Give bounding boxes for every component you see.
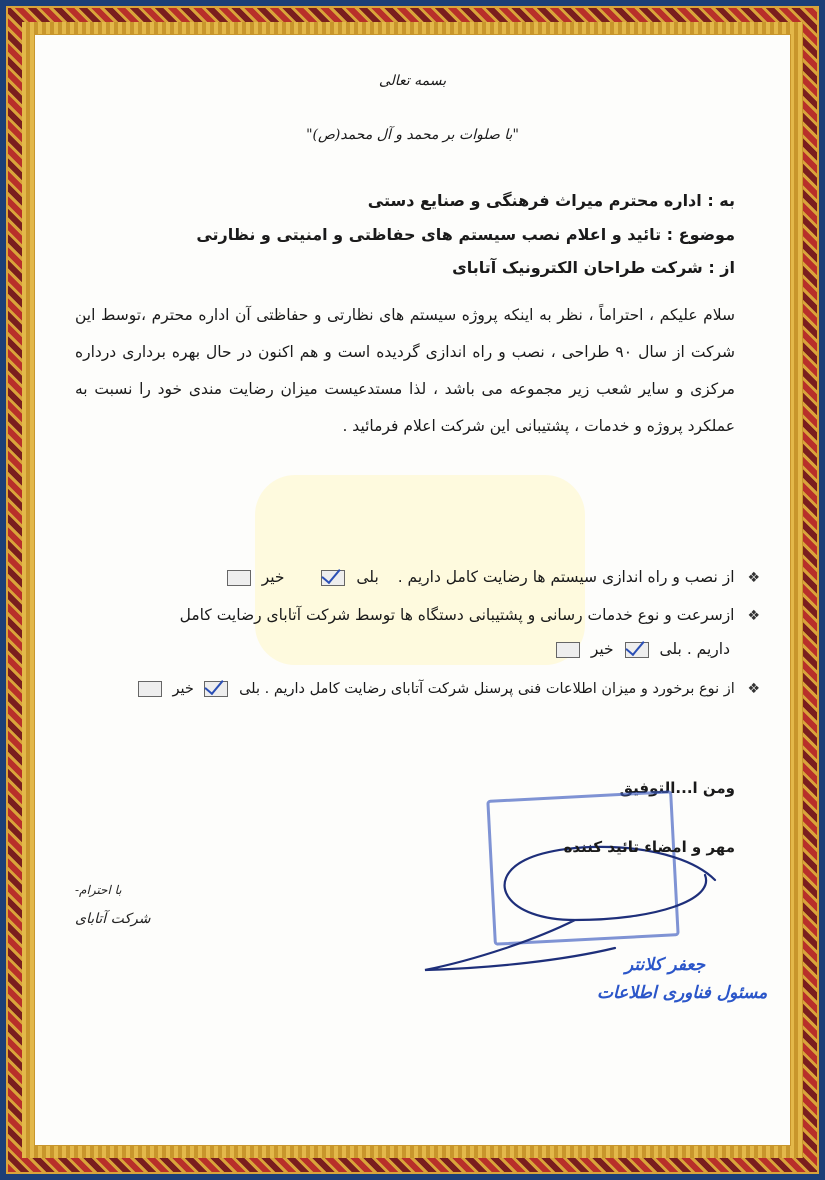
option-staff-satisfaction (132, 673, 760, 706)
recipient-line: به : اداره محترم میراث فرهنگی و صنایع دستی (367, 191, 735, 210)
yes-checkbox[interactable] (321, 570, 345, 586)
sender-regards: با احترام- (75, 883, 122, 897)
sender-company: شرکت آتابای (75, 911, 151, 927)
yes-label: بلی (659, 640, 682, 658)
no-checkbox[interactable] (227, 570, 251, 586)
no-label: خیر (172, 681, 194, 697)
option-service-satisfaction (180, 599, 760, 633)
no-label: خیر (261, 568, 285, 586)
diamond-bullet-icon: ❖ (747, 608, 760, 624)
diamond-bullet-icon: ❖ (747, 681, 760, 697)
bismillah-heading: بسمه تعالی (378, 73, 447, 89)
salavat-line: "با صلوات بر محمد و آل محمد(ص)" (306, 127, 519, 143)
option-install-satisfaction (221, 561, 760, 595)
seal-signature-label: مهر و امضاء تائید کننده (563, 838, 735, 856)
subject-line: موضوع : تائید و اعلام نصب سیستم های حفاظتی و امنیتی و نظارتی (196, 225, 735, 244)
option-text-continued: داریم . (686, 640, 730, 658)
no-checkbox[interactable] (556, 642, 580, 658)
diamond-bullet-icon: ❖ (747, 570, 760, 586)
sender-line: از : شرکت طراحان الکترونیک آتابای (452, 258, 735, 277)
option-text: از نصب و راه اندازی سیستم ها رضایت کامل داریم . (397, 568, 735, 586)
body-paragraph: سلام علیکم ، احتراماً ، نظر به اینکه پروژه سیستم های نظارتی و حفاظتی آن اداره محترم ،توسط این شرکت از سال ۹۰ طراحی ، نصب و راه اندازی گردیده است و هم اکنون در حال بهره برداری درداره مرکزی و سایر شعب زیر مجموعه می باشد ، لذا مستدعیست میزان رضایت مندی خود را نسبت به عملکرد پروژه و خدمات ، پشتیبانی این شرکت اعلام فرمائید . (75, 306, 735, 435)
letter-paper (34, 34, 791, 1146)
yes-checkbox[interactable] (204, 681, 228, 697)
no-label: خیر (590, 640, 614, 658)
closing-tawfiq: ومن ا...التوفیق (619, 779, 735, 797)
signatory-title: مسئول فناوری اطلاعات (597, 983, 768, 1003)
no-checkbox[interactable] (138, 681, 162, 697)
yes-label: بلی (356, 568, 379, 586)
yes-label: بلی (239, 681, 260, 697)
option-text: از نوع برخورد و میزان اطلاعات فنی پرسنل شرکت آتابای رضایت کامل داریم . (264, 681, 735, 697)
letter-body (75, 297, 735, 445)
option-text: ازسرعت و نوع خدمات رسانی و پشتیبانی دستگاه ها توسط شرکت آتابای رضایت کامل (179, 606, 735, 624)
yes-checkbox[interactable] (625, 642, 649, 658)
option-service-continuation (550, 633, 730, 666)
signatory-name: جعفر کلانتر (625, 955, 706, 975)
